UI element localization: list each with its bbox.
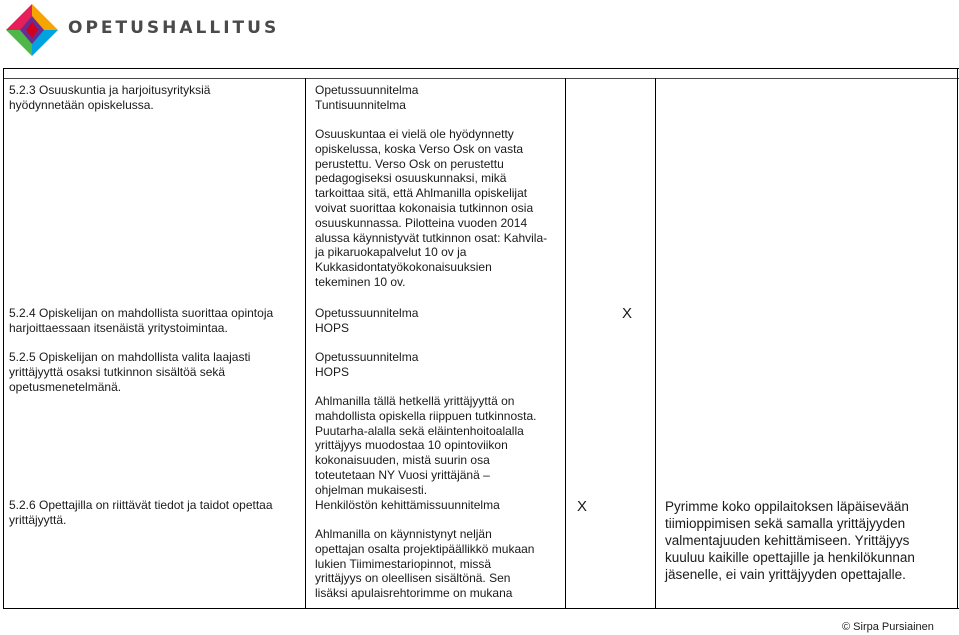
criterion-5-2-3: 5.2.3 Osuuskuntia ja harjoitusyrityksiä hyödynnetään opiskelussa.	[9, 83, 211, 112]
table-top-border	[3, 68, 959, 69]
note-osuuskunta: Osuuskuntaa ei vielä ole hyödynnetty opiskelussa, koska Verso Osk on vasta perustettu. Verso Osk on perustettu pedagogiseksi osuuskunnaksi, mikä tarkoittaa sitä, että Ahlmanilla opiskelijat voivat suorittaa kokonaisia tutkinnon osia osuuskunnassa. Pilotteina vuoden 2014 alussa käynnistyvät tutkinnon osat: Kahvila-ja pikaruokapalvelut 10 ov ja Kukkasidontatyökokonaisuuksien tekeminen 10 ov.	[315, 127, 548, 289]
copyright-icon: ©	[842, 621, 851, 633]
table-column-divider	[565, 78, 566, 608]
table-right-border	[957, 68, 958, 608]
table-bottom-border	[3, 608, 959, 609]
criterion-5-2-6: 5.2.6 Opettajilla on riittävät tiedot ja taidot opettaa yrittäjyyttä.	[9, 498, 273, 527]
table-row-separator	[3, 78, 959, 79]
opetushallitus-logo-icon	[4, 2, 60, 58]
development-note: Pyrimme koko oppilaitoksen läpäisevään tiimioppimisen sekä samalla yrittäjyyden valmentajuuden kehittämiseen. Yrittäjyys kuuluu kaikille opettajille ja henkilökunnan jäsenelle, ei vain yrittäjyyden opettajalle.	[665, 499, 915, 582]
status-mark: X	[622, 305, 633, 322]
evidence-hops: HOPS	[315, 321, 350, 335]
evidence-opetussuunnitelma: Opetussuunnitelma	[315, 306, 419, 320]
note-tiimimestariopinnot: Ahlmanilla on käynnistynyt neljän opettajan osalta projektipäällikkö mukaan lukien Tiimimestariopinnot, missä yrittäjyys on oleellisen sisältönä. Sen lisäksi apulaisrehtorimme on mukana	[315, 527, 535, 601]
evidence-tuntisuunnitelma: Tuntisuunnitelma	[315, 98, 406, 112]
note-yrittajyys: Ahlmanilla tällä hetkellä yrittäjyyttä on mahdollista opiskella riippuen tutkinnosta. Puutarha-alalla sekä eläintenhoitoalalla yrittäjyys muodostaa 10 opintoviikon kokonaisuuden, mistä suurin osa toteutetaan NY Vuosi yrittäjänä – ohjelman mukaisesti.	[315, 394, 537, 497]
table-column-divider	[655, 78, 656, 608]
evidence-opetussuunnitelma: Opetussuunnitelma	[315, 83, 419, 97]
criterion-5-2-4: 5.2.4 Opiskelijan on mahdollista suorittaa opintoja harjoittaessaan itsenäistä yritystoimintaa.	[9, 306, 274, 335]
logo-text: OPETUSHALLITUS	[68, 18, 280, 38]
criterion-5-2-5: 5.2.5 Opiskelijan on mahdollista valita laajasti yrittäjyyttä osaksi tutkinnon sisältöä sekä opetusmenetelmänä.	[9, 350, 251, 394]
status-mark: X	[577, 498, 588, 515]
table-column-divider	[305, 78, 306, 608]
evidence-henkiloston-kehittamissuunnitelma: Henkilöstön kehittämissuunnitelma	[315, 498, 500, 512]
evidence-opetussuunnitelma: Opetussuunnitelma	[315, 350, 419, 364]
footer-credit	[842, 621, 934, 633]
evidence-hops: HOPS	[315, 365, 350, 379]
author-name: Sirpa Pursiainen	[853, 621, 934, 633]
table-left-border	[3, 68, 4, 608]
